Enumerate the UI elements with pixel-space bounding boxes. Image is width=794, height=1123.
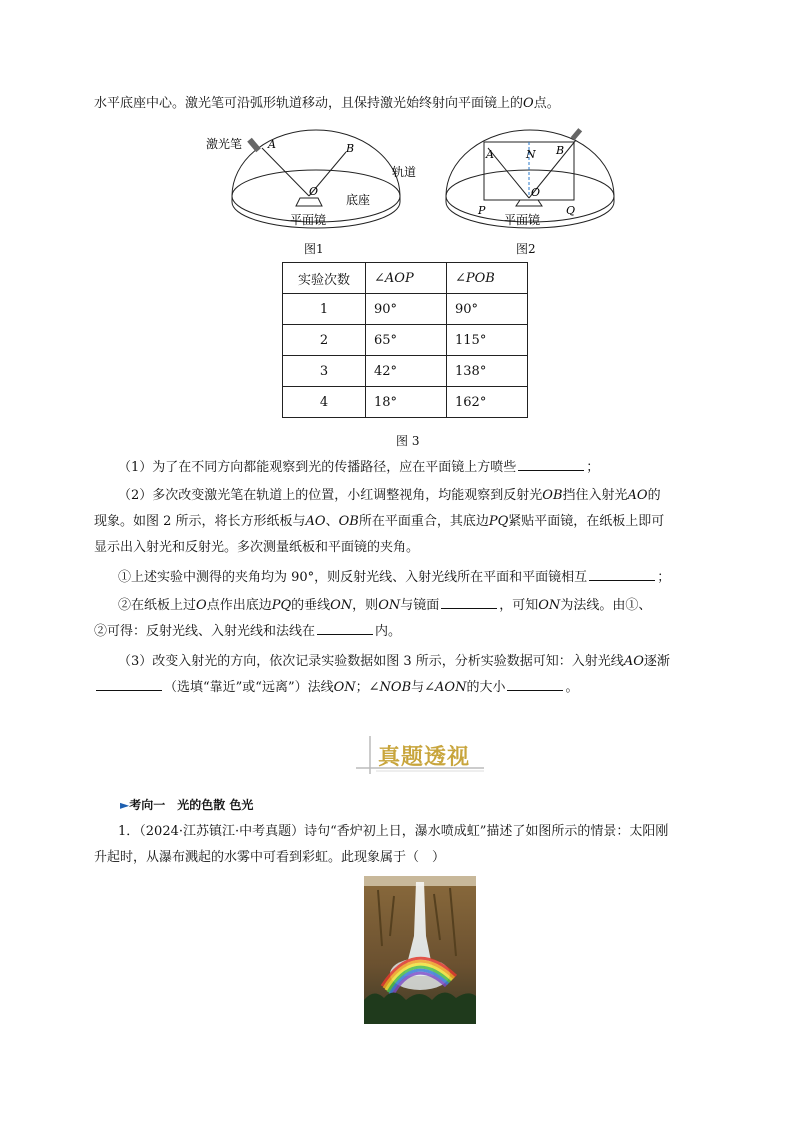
table-row bbox=[283, 294, 528, 325]
table-cell: 42° bbox=[366, 356, 447, 387]
figure-2-label-b: B bbox=[556, 144, 565, 157]
figure-2-label-a: A bbox=[486, 148, 494, 161]
table-cell: 138° bbox=[447, 356, 528, 387]
figure-2-label-q: Q bbox=[566, 204, 576, 217]
table-cell: 2 bbox=[283, 325, 366, 356]
figure-2-caption: 图2 bbox=[516, 242, 536, 256]
figure-2-label-p: P bbox=[478, 204, 486, 217]
table-cell: 4 bbox=[283, 387, 366, 418]
problem-1-line-1: 1．（2024·江苏镇江·中考真题）诗句“香炉初上日，瀑水喷成虹”描述了如图所示的情景：太阳刚 bbox=[118, 824, 669, 839]
section-banner-title: 真题透视 bbox=[378, 745, 471, 770]
answer-blank[interactable] bbox=[589, 568, 655, 581]
figure-2-label-mirror: 平面镜 bbox=[504, 213, 541, 227]
question-2-line-3: 显示出入射光和反射光。多次测量纸板和平面镜的夹角。 bbox=[94, 540, 420, 555]
figure-1-label-mirror: 平面镜 bbox=[290, 213, 327, 227]
figure-2-label-o: O bbox=[531, 186, 541, 199]
figure-2-diagram bbox=[436, 124, 616, 234]
question-3-line-1: （3）改变入射光的方向，依次记录实验数据如图 3 所示，分析实验数据可知：入射光线AO逐渐 bbox=[118, 654, 670, 669]
table-header-row bbox=[283, 263, 528, 294]
table-cell: 90° bbox=[447, 294, 528, 325]
question-3-line-2: （选填“靠近”或“远离”）法线ON；∠NOB与∠AON的大小 。 bbox=[94, 678, 714, 698]
table-cell: 90° bbox=[366, 294, 447, 325]
answer-blank[interactable] bbox=[317, 622, 373, 635]
figure-2-label-n: N bbox=[526, 148, 536, 161]
figure-1-caption: 图1 bbox=[304, 242, 324, 256]
question-2-sub-2-line-2: ②可得：反射光线、入射光线和法线在 内。 bbox=[94, 624, 402, 639]
table-cell: 1 bbox=[283, 294, 366, 325]
figure-1-label-base: 底座 bbox=[346, 193, 371, 207]
table-header-cell: ∠POB bbox=[447, 263, 528, 294]
figure-1-label-laser: 激光笔 bbox=[206, 137, 243, 151]
question-1: （1）为了在不同方向都能观察到光的传播路径，应在平面镜上方喷些 ； bbox=[118, 460, 600, 475]
question-2-line-2: 现象。如图 2 所示，将长方形纸板与AO、OB所在平面重合，其底边PQ紧贴平面镜，在纸板上即可 bbox=[94, 514, 665, 529]
figure-1-label-o: O bbox=[309, 185, 319, 198]
table-cell: 18° bbox=[366, 387, 447, 418]
answer-blank[interactable] bbox=[507, 678, 563, 691]
question-2-line-1: （2）多次改变激光笔在轨道上的位置，小红调整视角，均能观察到反射光OB挡住入射光AO的 bbox=[118, 488, 661, 503]
figure-1-label-track: 轨道 bbox=[392, 165, 417, 179]
table-cell: 115° bbox=[447, 325, 528, 356]
table-cell: 162° bbox=[447, 387, 528, 418]
table-cell: 3 bbox=[283, 356, 366, 387]
table-row bbox=[283, 325, 528, 356]
table-row bbox=[283, 356, 528, 387]
triangle-marker-icon: ► bbox=[120, 798, 130, 812]
problem-1-line-2: 升起时，从瀑布溅起的水雾中可看到彩虹。此现象属于（ ） bbox=[94, 850, 446, 865]
answer-blank[interactable] bbox=[518, 458, 584, 471]
figure-1-label-b: B bbox=[346, 142, 355, 155]
experiment-table bbox=[282, 262, 528, 418]
waterfall-rainbow-photo bbox=[364, 876, 476, 1024]
figure-3-caption: 图 3 bbox=[396, 434, 420, 448]
table-header-cell: ∠AOP bbox=[366, 263, 447, 294]
figure-1-label-a: A bbox=[268, 138, 276, 151]
answer-blank[interactable] bbox=[441, 596, 497, 609]
figure-1-diagram bbox=[196, 124, 417, 234]
table-cell: 65° bbox=[366, 325, 447, 356]
answer-blank[interactable] bbox=[96, 678, 162, 691]
table-header-cell: 实验次数 bbox=[283, 263, 366, 294]
question-2-sub-2: ②在纸板上过O点作出底边PQ的垂线ON，则ON与镜面 ，可知ON为法线。由①、 bbox=[118, 598, 652, 613]
intro-text: 水平底座中心。激光笔可沿弧形轨道移动，且保持激光始终射向平面镜上的O点。 bbox=[94, 96, 560, 111]
section-heading: ►考向一 光的色散 色光 bbox=[120, 798, 254, 812]
table-row bbox=[283, 387, 528, 418]
question-2-sub-1: ①上述实验中测得的夹角均为 90°，则反射光线、入射光线所在平面和平面镜相互 ； bbox=[118, 570, 671, 585]
